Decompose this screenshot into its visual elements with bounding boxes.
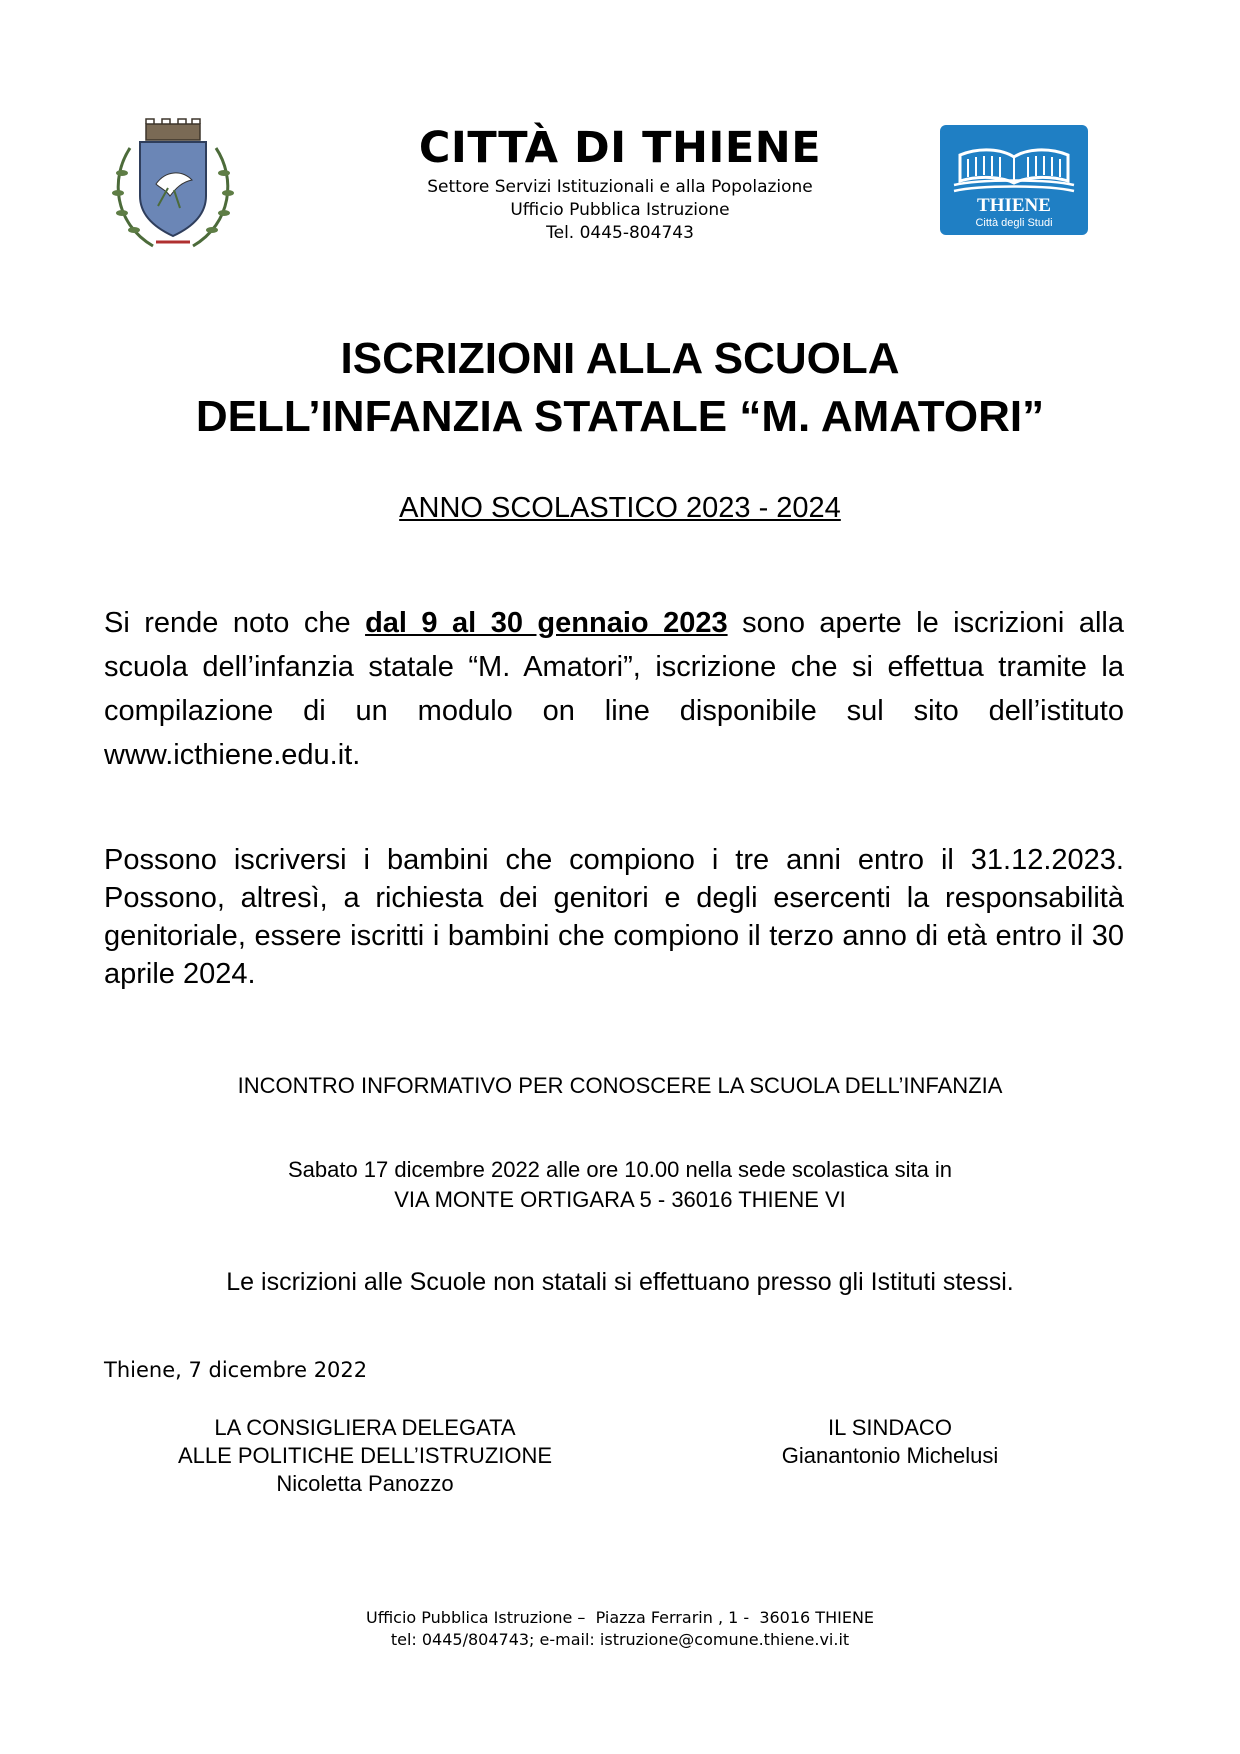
signature-right-name: Gianantonio Michelusi xyxy=(781,1443,999,1468)
header xyxy=(370,120,870,245)
logo-title: THIENE xyxy=(977,195,1051,216)
page-title-line-1: ISCRIZIONI ALLA SCUOLA xyxy=(340,334,900,383)
signature-left-name: Nicoletta Panozzo xyxy=(276,1471,454,1496)
signature-right-role: IL SINDACO xyxy=(828,1415,952,1440)
footer xyxy=(200,1607,1040,1651)
school-year xyxy=(100,490,1140,526)
signature-left-role-1: LA CONSIGLIERA DELEGATA xyxy=(214,1415,516,1440)
logo-subtitle: Città degli Studi xyxy=(975,217,1053,229)
document-date: Thiene, 7 dicembre 2022 xyxy=(104,1358,368,1382)
signature-mayor xyxy=(740,1414,1040,1470)
signature-councillor xyxy=(140,1414,590,1498)
paragraph-rest: sono aperte le iscrizioni alla scuola dell’infanzia statale “M. Amatori”, iscrizione che si effettua tramite la compilazione di un modulo on line disponibile sul sito dell’istituto www.icthiene.edu.it. xyxy=(104,607,1124,771)
city-title: CITTÀ DI THIENE xyxy=(418,123,822,173)
signature-left-role-2: ALLE POLITICHE DELL’ISTRUZIONE xyxy=(177,1443,553,1468)
page-title-line-2: DELL’INFANZIA STATALE “M. AMATORI” xyxy=(195,392,1045,441)
paragraph-intro: Si rende noto che xyxy=(104,607,366,639)
thiene-logo xyxy=(940,125,1088,235)
coat-of-arms-icon xyxy=(108,118,238,254)
footer-contacts: tel: 0445/804743; e-mail: istruzione@comune.thiene.vi.it xyxy=(390,1630,850,1649)
info-meeting-heading: INCONTRO INFORMATIVO PER CONOSCERE LA SCUOLA DELL’INFANZIA xyxy=(237,1073,1003,1098)
school-year-text: ANNO SCOLASTICO 2023 - 2024 xyxy=(399,492,841,524)
header-department: Settore Servizi Istituzionali e alla Popolazione xyxy=(427,177,813,197)
enrollment-dates: dal 9 al 30 gennaio 2023 xyxy=(365,607,728,639)
footer-address: Ufficio Pubblica Istruzione – Piazza Ferrarin , 1 - 36016 THIENE xyxy=(365,1608,875,1627)
page-title xyxy=(100,330,1140,446)
info-meeting-details xyxy=(100,1155,1140,1215)
non-state-schools-note: Le iscrizioni alle Scuole non statali si effettuano presso gli Istituti stessi. xyxy=(226,1268,1014,1296)
info-meeting-when: Sabato 17 dicembre 2022 alle ore 10.00 nella sede scolastica sita in xyxy=(287,1157,953,1182)
enrollment-paragraph xyxy=(104,601,1124,777)
info-meeting-where: VIA MONTE ORTIGARA 5 - 36016 THIENE VI xyxy=(394,1187,846,1212)
header-phone: Tel. 0445-804743 xyxy=(546,223,694,243)
header-office: Ufficio Pubblica Istruzione xyxy=(510,200,730,220)
eligibility-paragraph: Possono iscriversi i bambini che compiono i tre anni entro il 31.12.2023. Possono, altresì, a richiesta dei genitori e degli esercenti la responsabilità genitoriale, essere iscritti i bambini che compiono il terzo anno di età entro il 30 aprile 2024. xyxy=(104,844,1124,990)
